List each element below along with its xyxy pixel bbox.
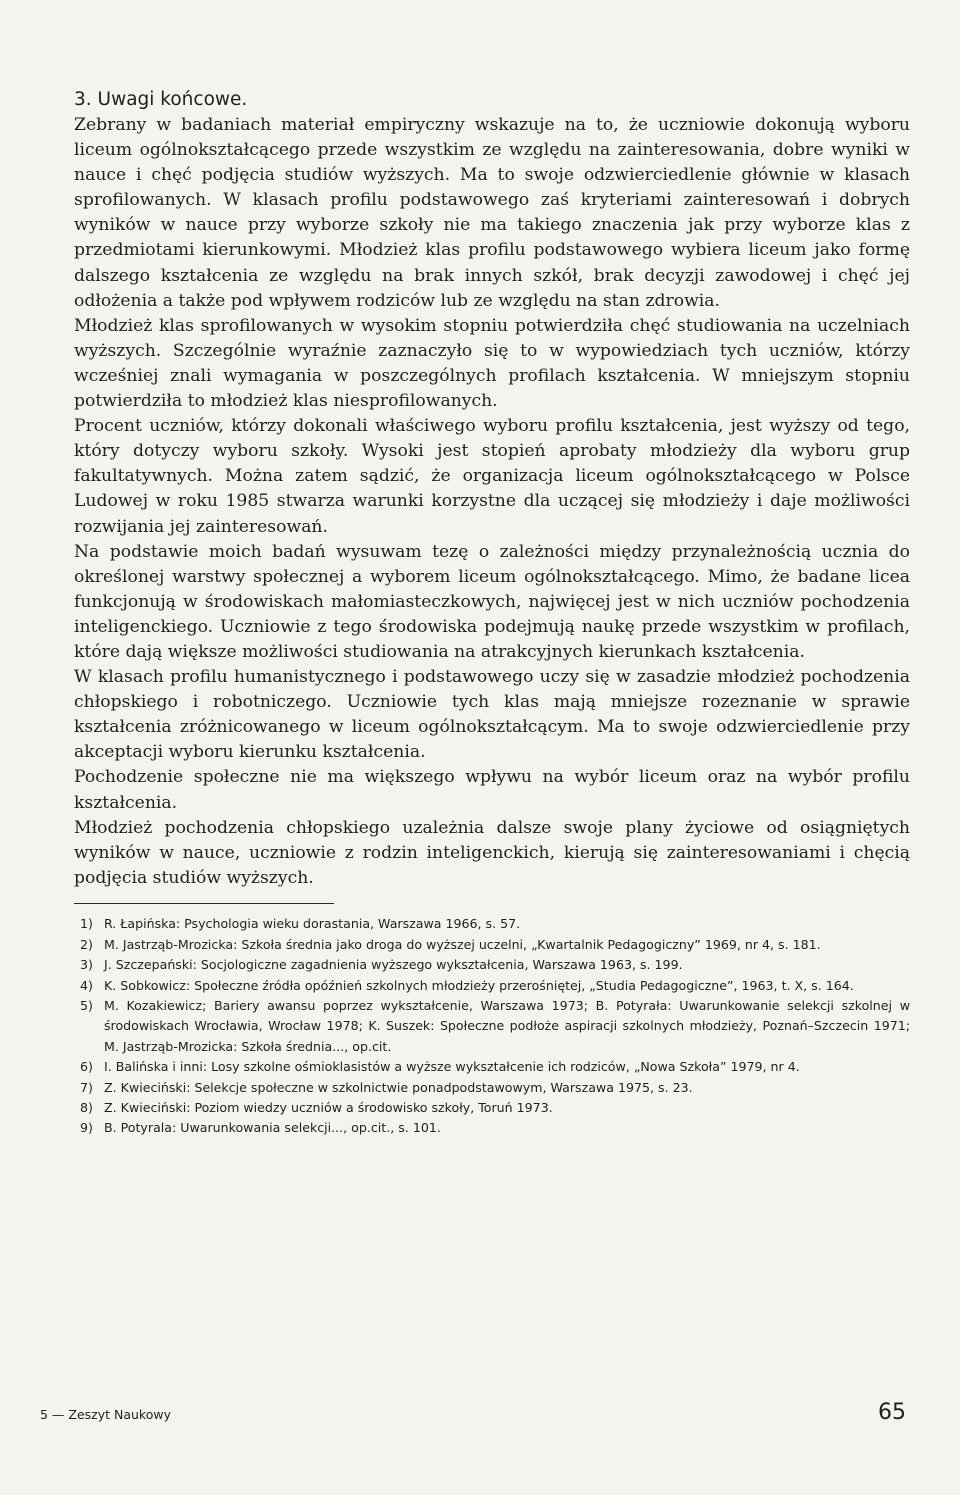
page-number: 65	[878, 1400, 906, 1425]
footnote	[74, 1098, 910, 1118]
signature-mark: 5 — Zeszyt Naukowy	[40, 1407, 171, 1422]
footnote-number: 1)	[80, 916, 93, 932]
footnote	[74, 976, 910, 996]
footnote-text: I. Balińska i inni: Losy szkolne ośmioklasistów a wyższe wykształcenie ich rodziców, „Nowa Szkoła” 1979, nr 4.	[104, 1059, 800, 1075]
section-heading: 3. Uwagi końcowe.	[74, 89, 248, 110]
footnote-number: 5)	[80, 998, 93, 1014]
footnote-number: 8)	[80, 1100, 93, 1116]
footnote-number: 3)	[80, 957, 93, 973]
footnote-number: 6)	[80, 1059, 93, 1075]
paragraph: Na podstawie moich badań wysuwam tezę o zależności między przynależnością ucznia do określonej warstwy społecznej a wyborem liceum ogólnokształcącego. Mimo, że badane licea funkcjonują w środowiskach małomiasteczkowych, najwięcej jest w nich uczniów pochodzenia inteligenckiego. Uczniowie z tego środowiska podejmują naukę przede wszystkim w profilach, które dają większe możliwości studiowania na atrakcyjnych kierunkach kształcenia.	[74, 541, 910, 662]
footnote-number: 7)	[80, 1079, 93, 1095]
paragraph: Procent uczniów, którzy dokonali właściwego wyboru profilu kształcenia, jest wyższy od tego, który dotyczy wyboru szkoły. Wysoki jest stopień aprobaty młodzieży dla wyboru grup fakultatywnych. Można zatem sądzić, że organizacja liceum ogólnokształcącego w Polsce Ludowej w roku 1985 stwarza warunki korzystne dla uczącej się młodzieży i daje możliwości rozwijania jej zainteresowań.	[74, 416, 910, 537]
footnote-text: B. Potyrala: Uwarunkowania selekcji..., op.cit., s. 101.	[104, 1120, 441, 1136]
footnote	[74, 1078, 910, 1098]
paragraph: Pochodzenie społeczne nie ma większego wpływu na wybór liceum oraz na wybór profilu kształcenia.	[74, 767, 910, 813]
footnote-text: Z. Kwieciński: Poziom wiedzy uczniów a środowisko szkoły, Toruń 1973.	[104, 1100, 553, 1116]
paragraph: Młodzież klas sprofilowanych w wysokim stopniu potwierdziła chęć studiowania na uczelniach wyższych. Szczególnie wyraźnie zaznaczyło się to w wypowiedziach tych uczniów, którzy wcześniej znali wymagania w poszczególnych profilach kształcenia. W mniejszym stopniu potwierdziła to młodzież klas niesprofilowanych.	[74, 315, 910, 412]
page	[74, 86, 910, 1139]
footnote-text: R. Łapińska: Psychologia wieku dorastania, Warszawa 1966, s. 57.	[104, 916, 521, 932]
footnote	[74, 955, 910, 975]
footnote-text: M. Jastrząb-Mrozicka: Szkoła średnia jako droga do wyższej uczelni, „Kwartalnik Pedagogiczny” 1969, nr 4, s. 181.	[104, 936, 821, 952]
footnote	[74, 935, 910, 955]
footnote	[74, 914, 910, 934]
paragraph: Zebrany w badaniach materiał empiryczny wskazuje na to, że uczniowie dokonują wyboru liceum ogólnokształcącego przede wszystkim ze względu na zainteresowania, dobre wyniki w nauce i chęć podjęcia studiów wyższych. Ma to swoje odzwierciedlenie głównie w klasach sprofilowanych. W klasach profilu podstawowego zaś kryteriami zainteresowań i dobrych wyników w nauce przy wyborze szkoły nie ma takiego znaczenia jak przy wyborze klas z przedmiotami kierunkowymi. Młodzież klas profilu podstawowego wybiera liceum jako formę dalszego kształcenia ze względu na brak innych szkół, brak decyzji zawodowej i chęć jej odłożenia a także pod wpływem rodziców lub ze względu na stan zdrowia.	[74, 115, 910, 311]
paragraph: W klasach profilu humanistycznego i podstawowego uczy się w zasadzie młodzież pochodzenia chłopskiego i robotniczego. Uczniowie tych klas mają mniejsze rozeznanie w sprawie kształcenia zróżnicowanego w liceum ogólnokształcącym. Ma to swoje odzwierciedlenie przy akceptacji wyboru kierunku kształcenia.	[74, 667, 910, 763]
footnote	[74, 996, 910, 1057]
footnotes-list	[74, 914, 910, 1138]
footnote-number: 4)	[80, 977, 93, 993]
footnote-text: Z. Kwieciński: Selekcje społeczne w szkolnictwie ponadpodstawowym, Warszawa 1975, s. 23.	[104, 1079, 693, 1095]
footnote-text: M. Kozakiewicz; Bariery awansu poprzez wykształcenie, Warszawa 1973; B. Potyrała: Uwarunkowanie selekcji szkolnej w środowiskach Wrocławia, Wrocław 1978; K. Suszek: Społeczne podłoże aspiracji szkolnych młodzieży, Poznań–Szczecin 1971; M. Jastrząb-Mrozicka: Szkoła średnia..., op.cit.	[104, 998, 910, 1054]
body-text	[74, 113, 910, 891]
footnote	[74, 1118, 910, 1138]
footnote-divider	[74, 903, 334, 905]
footnote	[74, 1057, 910, 1077]
footnote-text: K. Sobkowicz: Społeczne źródła opóźnień szkolnych młodzieży przerośniętej, „Studia Pedagogiczne”, 1963, t. X, s. 164.	[104, 977, 854, 993]
footnote-text: J. Szczepański: Socjologiczne zagadnienia wyższego wykształcenia, Warszawa 1963, s. 199.	[104, 957, 683, 973]
footnote-number: 2)	[80, 936, 93, 952]
footnote-number: 9)	[80, 1120, 93, 1136]
paragraph: Młodzież pochodzenia chłopskiego uzależnia dalsze swoje plany życiowe od osiągniętych wyników w nauce, uczniowie z rodzin inteligenckich, kierują się zainteresowaniami i chęcią podjęcia studiów wyższych.	[74, 817, 910, 888]
page-footer	[40, 1400, 906, 1425]
